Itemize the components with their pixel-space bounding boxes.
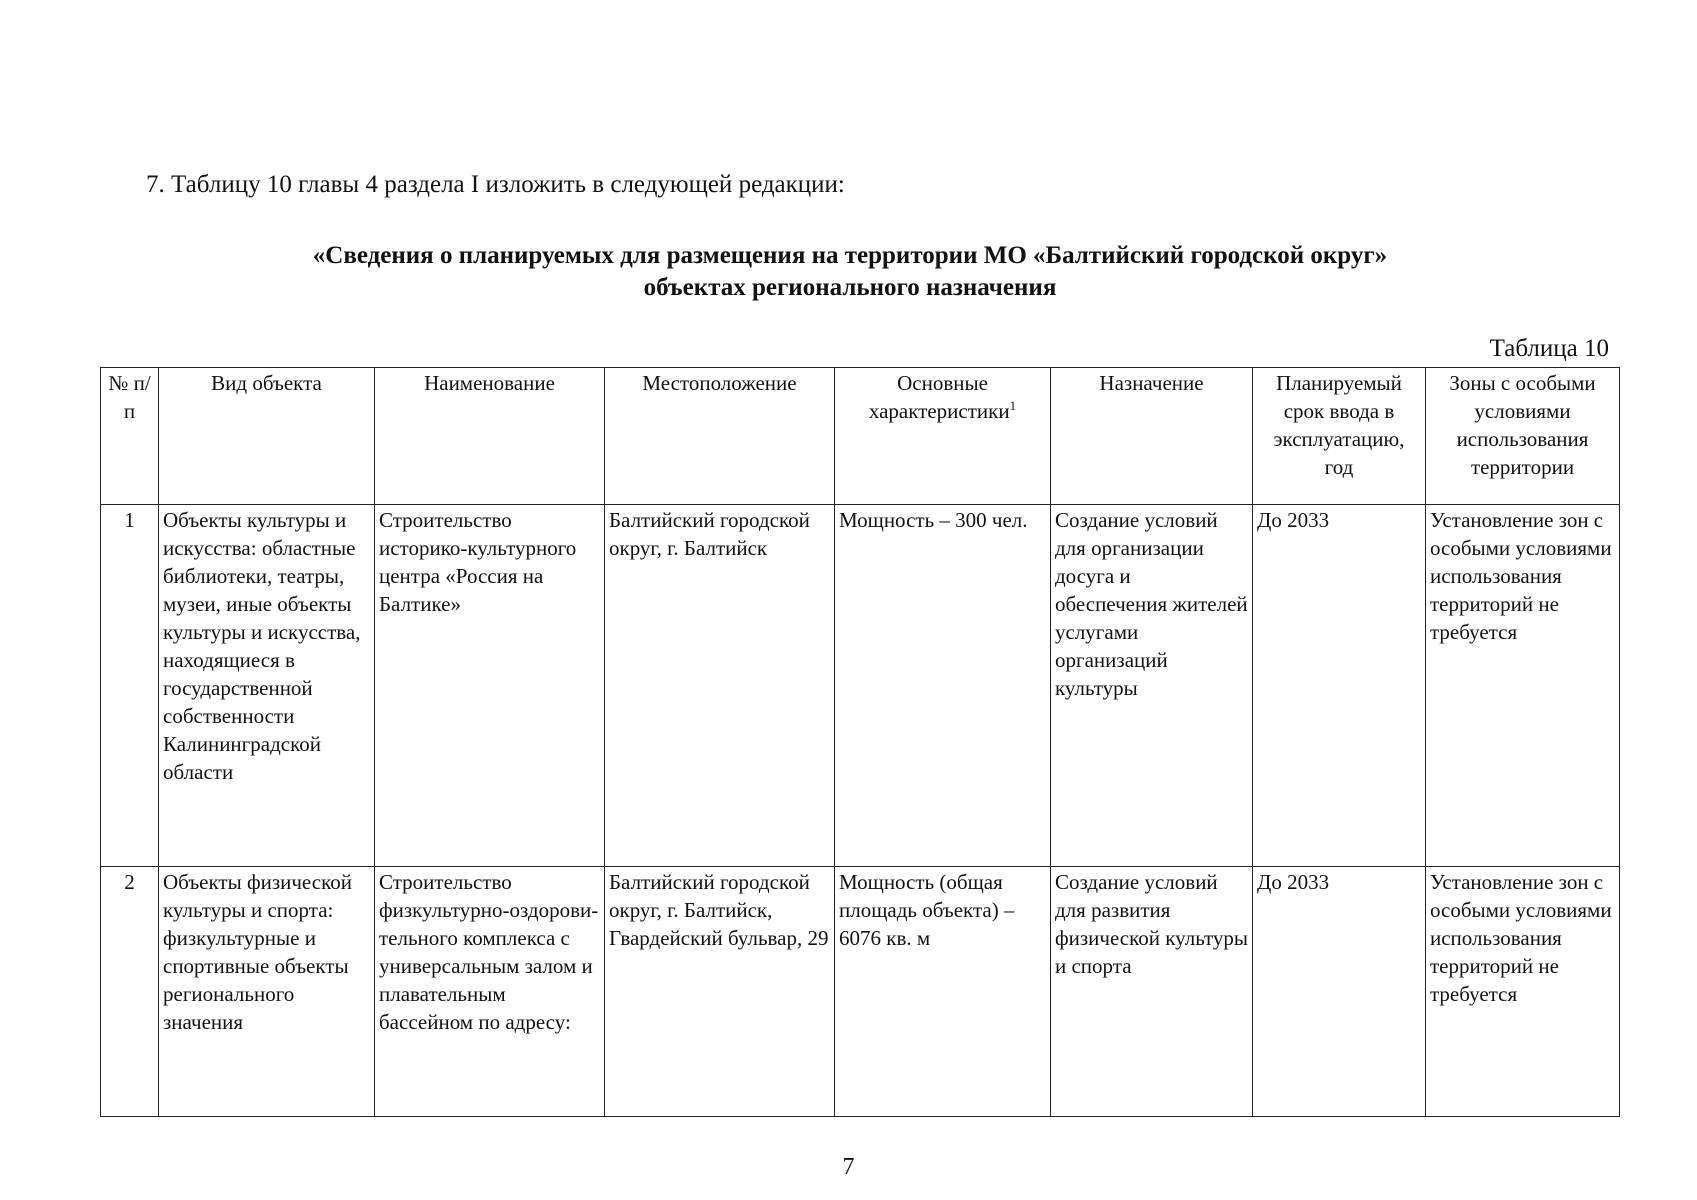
page-number: 7 xyxy=(842,1154,855,1180)
cell-num: 1 xyxy=(101,505,159,867)
header-name: Наименование xyxy=(375,368,605,505)
table-heading xyxy=(100,240,1600,304)
header-purpose: Назначение xyxy=(1051,368,1253,505)
cell-name: Строительство историко-культурного центра «Россия на Балтике» xyxy=(375,505,605,867)
cell-zones: Установление зон с особыми условиями использования территорий не требуется xyxy=(1426,505,1620,867)
cell-location: Балтийский городской округ, г. Балтийск xyxy=(605,505,835,867)
cell-characteristics: Мощность (общая площадь объекта) – 6076 кв. м xyxy=(835,867,1051,1117)
heading-line-2: объектах регионального назначения xyxy=(643,274,1057,301)
cell-term: До 2033 xyxy=(1253,505,1426,867)
cell-type: Объекты культуры и искусства: областные библиотеки, театры, музеи, иные объекты культуры и искусства, находящиеся в государственной собственности Калининградской области xyxy=(159,505,375,867)
cell-characteristics: Мощность – 300 чел. xyxy=(835,505,1051,867)
header-term: Планируемый срок ввода в эксплуатацию, год xyxy=(1253,368,1426,505)
regional-objects-table xyxy=(100,367,1620,1117)
intro-paragraph: 7. Таблицу 10 главы 4 раздела I изложить в следующей редакции: xyxy=(146,171,845,198)
cell-location: Балтийский городской округ, г. Балтийск, Гвардейский бульвар, 29 xyxy=(605,867,835,1117)
heading-line-1: «Сведения о планируемых для размещения на территории МО «Балтийский городской округ» xyxy=(312,242,1388,269)
cell-purpose: Создание условий для организации досуга и обеспечения жителей услугами организаций культуры xyxy=(1051,505,1253,867)
cell-name: Строительство физкультурно-оздорови-тельного комплекса с универсальным залом и плавательным бассейном по адресу: xyxy=(375,867,605,1117)
header-location: Местоположение xyxy=(605,368,835,505)
table-row xyxy=(101,867,1620,1117)
footnote-marker: 1 xyxy=(1009,398,1017,413)
table-row xyxy=(101,505,1620,867)
table-header-row xyxy=(101,368,1620,505)
header-zones: Зоны с особыми условиями использования территории xyxy=(1426,368,1620,505)
cell-type: Объекты физической культуры и спорта: физкультурные и спортивные объекты регионального значения xyxy=(159,867,375,1117)
table-label: Таблица 10 xyxy=(1489,335,1609,362)
header-type: Вид объекта xyxy=(159,368,375,505)
header-characteristics: Основные характеристики$^1$ xyxy=(835,368,1051,505)
cell-term: До 2033 xyxy=(1253,867,1426,1117)
cell-zones: Установление зон с особыми условиями использования территорий не требуется xyxy=(1426,867,1620,1117)
cell-num: 2 xyxy=(101,867,159,1117)
header-num: № п/п xyxy=(101,368,159,505)
cell-purpose: Создание условий для развития физической культуры и спорта xyxy=(1051,867,1253,1117)
